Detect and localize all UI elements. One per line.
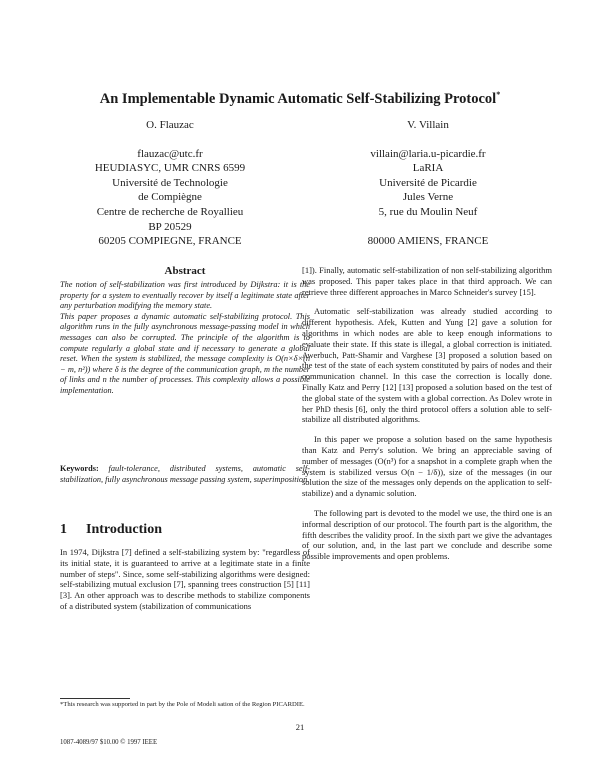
section-title: Introduction <box>86 522 162 537</box>
author-email: villain@laria.u-picardie.fr <box>370 147 486 160</box>
author-affiliation-line: 5, rue du Moulin Neuf <box>378 205 478 218</box>
author-affiliation-line: HEUDIASYC, UMR CNRS 6599 <box>94 162 246 175</box>
section-heading <box>60 522 310 538</box>
copyright-notice: 1087-4089/97 $10.00 © 1997 IEEE <box>60 739 158 746</box>
author-affiliation-line: Jules Verne <box>402 191 454 204</box>
right-column-body <box>302 265 552 571</box>
author-block-right <box>298 118 558 249</box>
introduction-text: In 1974, Dijkstra [7] defined a self-stabilizing system by: "regardless of its initial state, it is guaranteed to arrive at a legitimate state in a finite number of steps". Since, some self-stabilizing algorithms were designed: self-stabilizing mutual exclusion [7], spanning trees construction [5] [11] [3]. An other approach was to describe methods to stabilize components of a distributed system (stabilization of communications <box>60 547 310 611</box>
abstract-heading: Abstract <box>164 265 206 277</box>
body-paragraph: [1]). Finally, automatic self-stabilization of non self-stabilizing algorithm was proposed. This paper takes place in that third approach. We can retrieve three different approaches in Marco Schneider's survey [15]. <box>302 265 552 297</box>
author-affiliation-line: LaRIA <box>412 162 444 175</box>
abstract-paragraph: The notion of self-stabilization was first introduced by Dijkstra: it is the property for a system to eventually recover by itself a legitimate state after any perturbation modifying the memory state. <box>60 280 310 311</box>
author-name: O. Flauzac <box>146 119 194 131</box>
author-affiliation-line: 80000 AMIENS, FRANCE <box>367 235 489 248</box>
paper-title-text: An Implementable Dynamic Automatic Self-Stabilizing Protocol <box>99 90 497 107</box>
keywords <box>60 464 310 485</box>
body-paragraph: In this paper we propose a solution based on the same hypothesis than Katz and Perry's solution. We bring an appreciable saving of number of messages (O(n³) for a snapshot in a complete graph when the system is stabilized versus O(n − 1/δ)), size of the messages (in our solution the size of the messages only depends on the application to self-stabilize) and a dynamic solution. <box>302 434 552 499</box>
author-email: flauzac@utc.fr <box>137 147 203 160</box>
author-block-left <box>40 118 300 249</box>
author-affiliation-line <box>298 220 558 235</box>
footnote: *This research was supported in part by the Pole of Modeli sation of the Region PICARDIE. <box>60 701 305 708</box>
abstract-body <box>60 280 310 397</box>
author-affiliation-line: de Compiègne <box>138 191 202 204</box>
keywords-text: fault-tolerance, distributed systems, automatic self-stabilization, fully asynchronous message passing system, superimposition. <box>60 464 310 484</box>
author-name: V. Villain <box>407 119 449 131</box>
keywords-label: Keywords: <box>60 464 99 473</box>
section-number: 1 <box>60 522 67 537</box>
author-affiliation-line: BP 20529 <box>148 220 192 233</box>
body-paragraph: The following part is devoted to the model we use, the third one is an informal description of our protocol. The fourth part is the algorithm, the fifth describes the validity proof. In the sixth part we give the advantages of our solution, and, in the last part we conclude and describe some possible improvements and open problems. <box>302 507 552 562</box>
paper-title <box>0 90 600 108</box>
body-paragraph: Automatic self-stabilization was already studied according to different hypothesis. Afek, Kutten and Yung [2] gave a solution for algorithms in which nodes are able to keep enough informations to evaluate their state. If this state is illegal, a global correction is initiated. Awerbuch, Patt-Shamir and Varghese [3] proposed a solution based on the test of the state of each system constituted by pairs of nodes and their communication channel. In this case the correction is locally done. Finally Katz and Perry [12] [13] proposed a solution based on the test of the global state of the system with a global correction. As Dolev wrote in her PhD thesis [6], only the third protocol offers a solution able to self-stabilize all distributed algorithms. <box>302 306 552 425</box>
footnote-divider <box>60 698 130 699</box>
author-affiliation-line: Université de Picardie <box>379 176 477 189</box>
author-affiliation-line: Université de Technologie <box>112 176 228 189</box>
abstract-paragraph: This paper proposes a dynamic automatic self-stabilizing protocol. This algorithm runs in the fully asynchronous message-passing model in which messages can also be corrupted. The principle of the algorithm is to compute regularly a global state and if necessary to generate a global reset. When the system is stabilized, the message complexity is O(n×δ×(n − m, n²)) where δ is the degree of the communication graph, m the number of links and n the number of processes. This complexity allows a possible implementation. <box>60 311 310 395</box>
title-footnote-mark: * <box>496 90 501 99</box>
author-affiliation-line: Centre de recherche de Royallieu <box>96 205 244 218</box>
page-number: 21 <box>295 722 305 732</box>
author-affiliation-line: 60205 COMPIEGNE, FRANCE <box>98 235 242 248</box>
